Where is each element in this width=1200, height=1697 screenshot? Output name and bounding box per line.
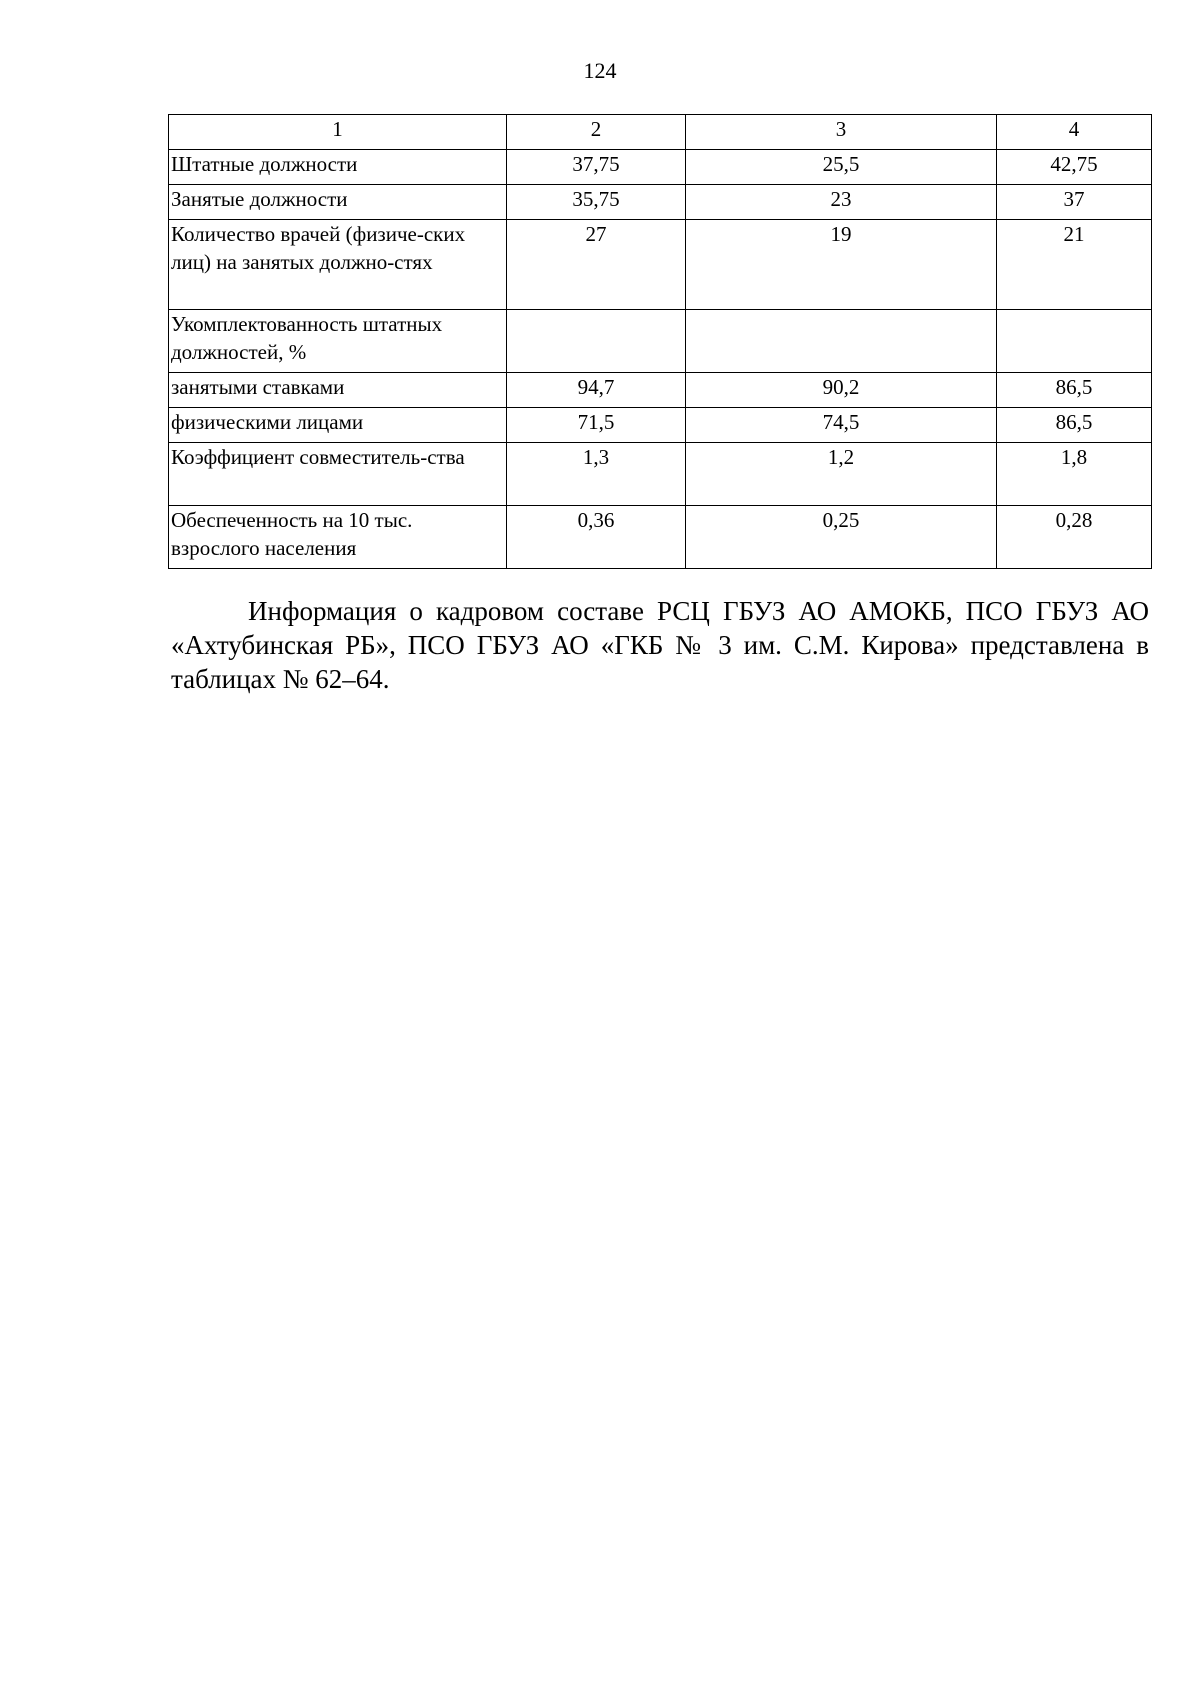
column-header: 4	[997, 115, 1152, 150]
row-label: Количество врачей (физиче-ских лиц) на занятых должно-стях	[169, 220, 507, 310]
table-cell: 19	[686, 220, 997, 310]
table-row	[169, 185, 1152, 220]
table-cell: 21	[997, 220, 1152, 310]
table-cell: 37,75	[507, 150, 686, 185]
table-cell: 25,5	[686, 150, 997, 185]
table-row	[169, 150, 1152, 185]
row-label: Коэффициент совместитель-ства	[169, 443, 507, 506]
body-paragraph: Информация о кадровом составе РСЦ ГБУЗ АО АМОКБ, ПСО ГБУЗ АО «Ахтубинская РБ», ПСО ГБУЗ АО «ГКБ № 3 им. С.М. Кирова» представлена в таблицах № 62–64.	[171, 596, 1149, 694]
table-row	[169, 408, 1152, 443]
table-row	[169, 220, 1152, 310]
table-cell: 90,2	[686, 373, 997, 408]
table-cell: 0,25	[686, 506, 997, 569]
table-cell: 0,28	[997, 506, 1152, 569]
table-cell: 86,5	[997, 408, 1152, 443]
column-header: 3	[686, 115, 997, 150]
table-cell: 1,8	[997, 443, 1152, 506]
table-cell: 42,75	[997, 150, 1152, 185]
table-row	[169, 373, 1152, 408]
table-cell: 71,5	[507, 408, 686, 443]
row-label: физическими лицами	[169, 408, 507, 443]
table-cell	[507, 310, 686, 373]
table-header-row	[169, 115, 1152, 150]
row-label: Обеспеченность на 10 тыс. взрослого населения	[169, 506, 507, 569]
table-row	[169, 506, 1152, 569]
table-cell: 27	[507, 220, 686, 310]
table-cell: 37	[997, 185, 1152, 220]
row-label: Штатные должности	[169, 150, 507, 185]
table-cell: 94,7	[507, 373, 686, 408]
table-cell: 86,5	[997, 373, 1152, 408]
table-cell	[997, 310, 1152, 373]
table-row	[169, 443, 1152, 506]
table-cell: 0,36	[507, 506, 686, 569]
table-cell	[686, 310, 997, 373]
column-header: 1	[169, 115, 507, 150]
row-label: занятыми ставками	[169, 373, 507, 408]
row-label: Укомплектованность штатных должностей, %	[169, 310, 507, 373]
table-cell: 35,75	[507, 185, 686, 220]
row-label: Занятые должности	[169, 185, 507, 220]
table-row	[169, 310, 1152, 373]
page-number: 124	[583, 58, 617, 83]
staffing-table	[168, 114, 1152, 569]
table-cell: 23	[686, 185, 997, 220]
table-cell: 74,5	[686, 408, 997, 443]
column-header: 2	[507, 115, 686, 150]
table-cell: 1,3	[507, 443, 686, 506]
table-cell: 1,2	[686, 443, 997, 506]
